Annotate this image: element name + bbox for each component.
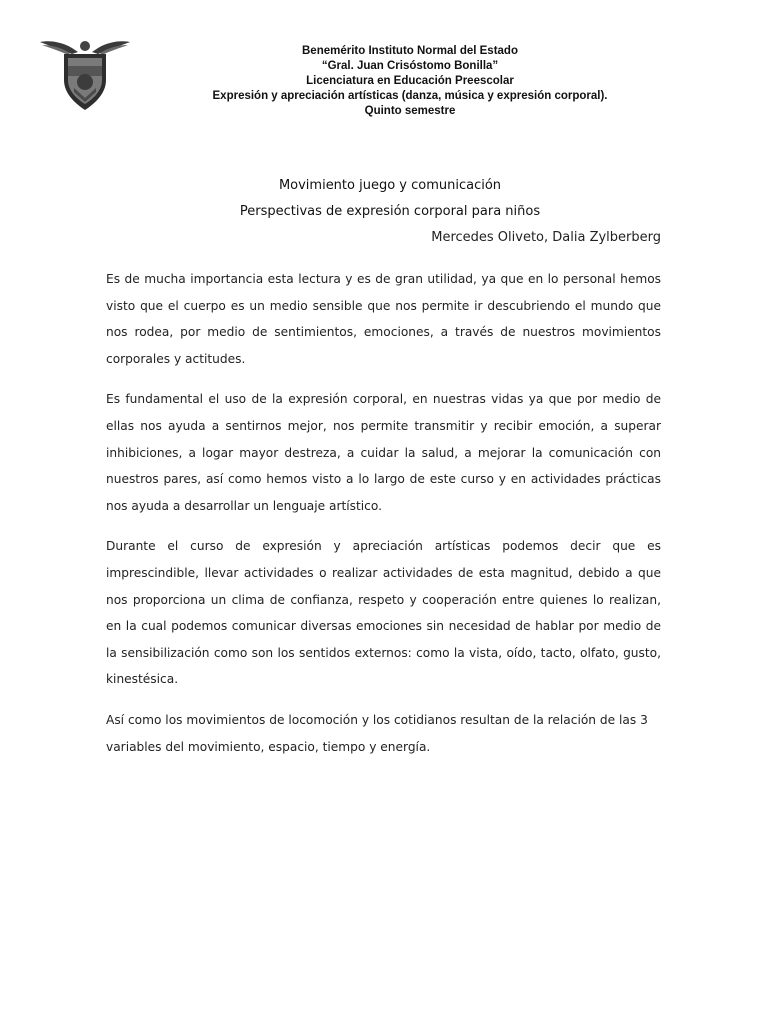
header-honorific-name: “Gral. Juan Crisóstomo Bonilla”	[321, 60, 499, 72]
document-title: Movimiento juego y comunicación	[278, 178, 502, 193]
paragraph-4: Así como los movimientos de locomoción y los cotidianos resultan de la relación de las 3 variables del movimiento, espacio, tiempo y energía.	[106, 712, 648, 754]
header-institution-name: Benemérito Instituto Normal del Estado	[302, 45, 518, 57]
logo-shield-emblem	[77, 74, 93, 90]
document-title-block	[100, 176, 668, 248]
institution-header	[150, 44, 670, 119]
paragraph-3: Durante el curso de expresión y apreciación artísticas podemos decir que es imprescindible, llevar actividades o realizar actividades de esta magnitud, debido a que nos proporciona un clima de confianza, respeto y cooperación entre quienes lo realizan, en la cual podemos comunicar diversas emociones sin necesidad de hablar por medio de la sensibilización como son los sentidos externos: como la vista, oído, tacto, olfato, gusto, kinestésica.	[106, 539, 661, 687]
logo-right-wing	[92, 41, 130, 54]
document-authors: Mercedes Oliveto, Dalia Zylberberg	[431, 230, 661, 245]
institution-logo	[38, 36, 132, 112]
header-semester: Quinto semestre	[364, 105, 456, 117]
header-course: Expresión y apreciación artísticas (danza, música y expresión corporal).	[212, 90, 608, 102]
logo-head	[80, 41, 90, 51]
document-body	[106, 266, 661, 774]
paragraph-1: Es de mucha importancia esta lectura y es de gran utilidad, ya que en lo personal hemos visto que el cuerpo es un medio sensible que nos permite ir descubriendo el mundo que nos rodea, por medio de sentimientos, emociones, a través de nuestros movimientos corporales y actitudes.	[106, 272, 661, 366]
document-subtitle: Perspectivas de expresión corporal para niños	[239, 204, 541, 219]
paragraph-2: Es fundamental el uso de la expresión corporal, en nuestras vidas ya que por medio de ellas nos ayuda a sentirnos mejor, nos permite transmitir y recibir emoción, a superar inhibiciones, a logar mayor destreza, a cuidar la salud, a mejorar la comunicación con nuestros pares, así como hemos visto a lo largo de este curso y en actividades prácticas nos ayuda a desarrollar un lenguaje artístico.	[106, 392, 661, 513]
header-degree: Licenciatura en Educación Preescolar	[306, 75, 514, 87]
logo-left-wing	[40, 41, 78, 54]
